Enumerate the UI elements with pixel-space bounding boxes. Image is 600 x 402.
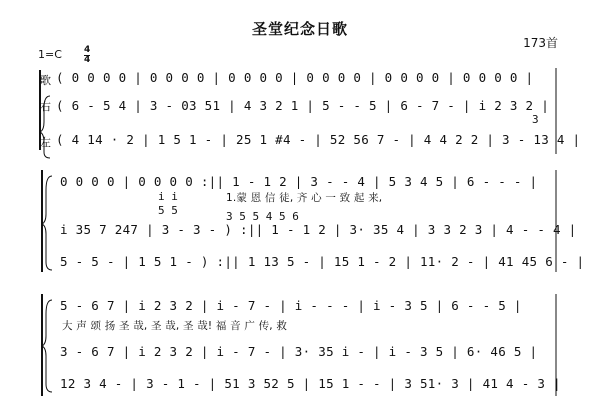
system2-harmony-top: i i xyxy=(158,190,178,203)
system3-right-line: 3 - 6 7 | i 2 3 2 | i - 7 - | 3· 35 i - | i - 3 5 | 6· 46 5 | xyxy=(60,344,538,359)
system1-left-line: ( 4 14 · 2 | 1 5 1 - | 25 1 #4 - | 52 56 7 - | 4 4 2 2 | 3 - 13 4 | xyxy=(56,132,581,147)
system2-right-line: i 35 7 247 | 3 - 3 - ) :|| 1 - 1 2 | 3· 35 4 | 3 3 2 3 | 4 - - 4 | xyxy=(60,222,577,237)
system3-song-line: 5 - 6 7 | i 2 3 2 | i - 7 - | i - - - | i - 3 5 | 6 - - 5 | xyxy=(60,298,522,313)
label-left: 左 xyxy=(40,136,51,149)
time-signature-bottom: 4 xyxy=(84,55,91,65)
system2-harmony-mid: 5 5 xyxy=(158,204,178,217)
system1-right-line: ( 6 - 5 4 | 3 - 03 51 | 4 3 2 1 | 5 - - 5 | 6 - 7 - | i 2 3 2 | xyxy=(56,98,550,113)
system1-song-line: ( 0 0 0 0 | 0 0 0 0 | 0 0 0 0 | 0 0 0 0 | 0 0 0 0 | 0 0 0 0 | xyxy=(56,70,534,85)
system2-song-line: 0 0 0 0 | 0 0 0 0 :|| 1 - 1 2 | 3 - - 4 | 5 3 4 5 | 6 - - - | xyxy=(60,174,538,189)
song-title: 圣堂纪念日歌 xyxy=(251,20,348,38)
system3-lyrics: 大 声 颂 扬 圣 哉, 圣 哉, 圣 哉! 福 音 广 传, 救 xyxy=(62,320,288,332)
system2-left-line: 5 - 5 - | 1 5 1 - ) :|| 1 13 5 - | 15 1 - 2 | 11· 2 - | 41 45 6 - | xyxy=(60,254,585,269)
system3-left-line: 12 3 4 - | 3 - 1 - | 51 3 52 5 | 15 1 - - | 3 51· 3 | 41 4 - 3 | xyxy=(60,376,561,391)
label-right: 右 xyxy=(40,100,51,113)
hymn-number: 173首 xyxy=(523,36,558,50)
time-signature-top: 4 xyxy=(84,45,91,55)
system2-right-upper: 3 5 5 4 5 6 xyxy=(226,210,299,223)
key-signature: 1=C xyxy=(38,48,62,61)
label-song: 歌 xyxy=(40,74,51,87)
system2-lyrics: 1.蒙 恩 信 徒, 齐 心 一 致 起 来, xyxy=(226,192,383,204)
system3-brace xyxy=(42,300,52,392)
system2-brace xyxy=(42,176,52,270)
system1-right-upper: 3 xyxy=(532,113,539,126)
